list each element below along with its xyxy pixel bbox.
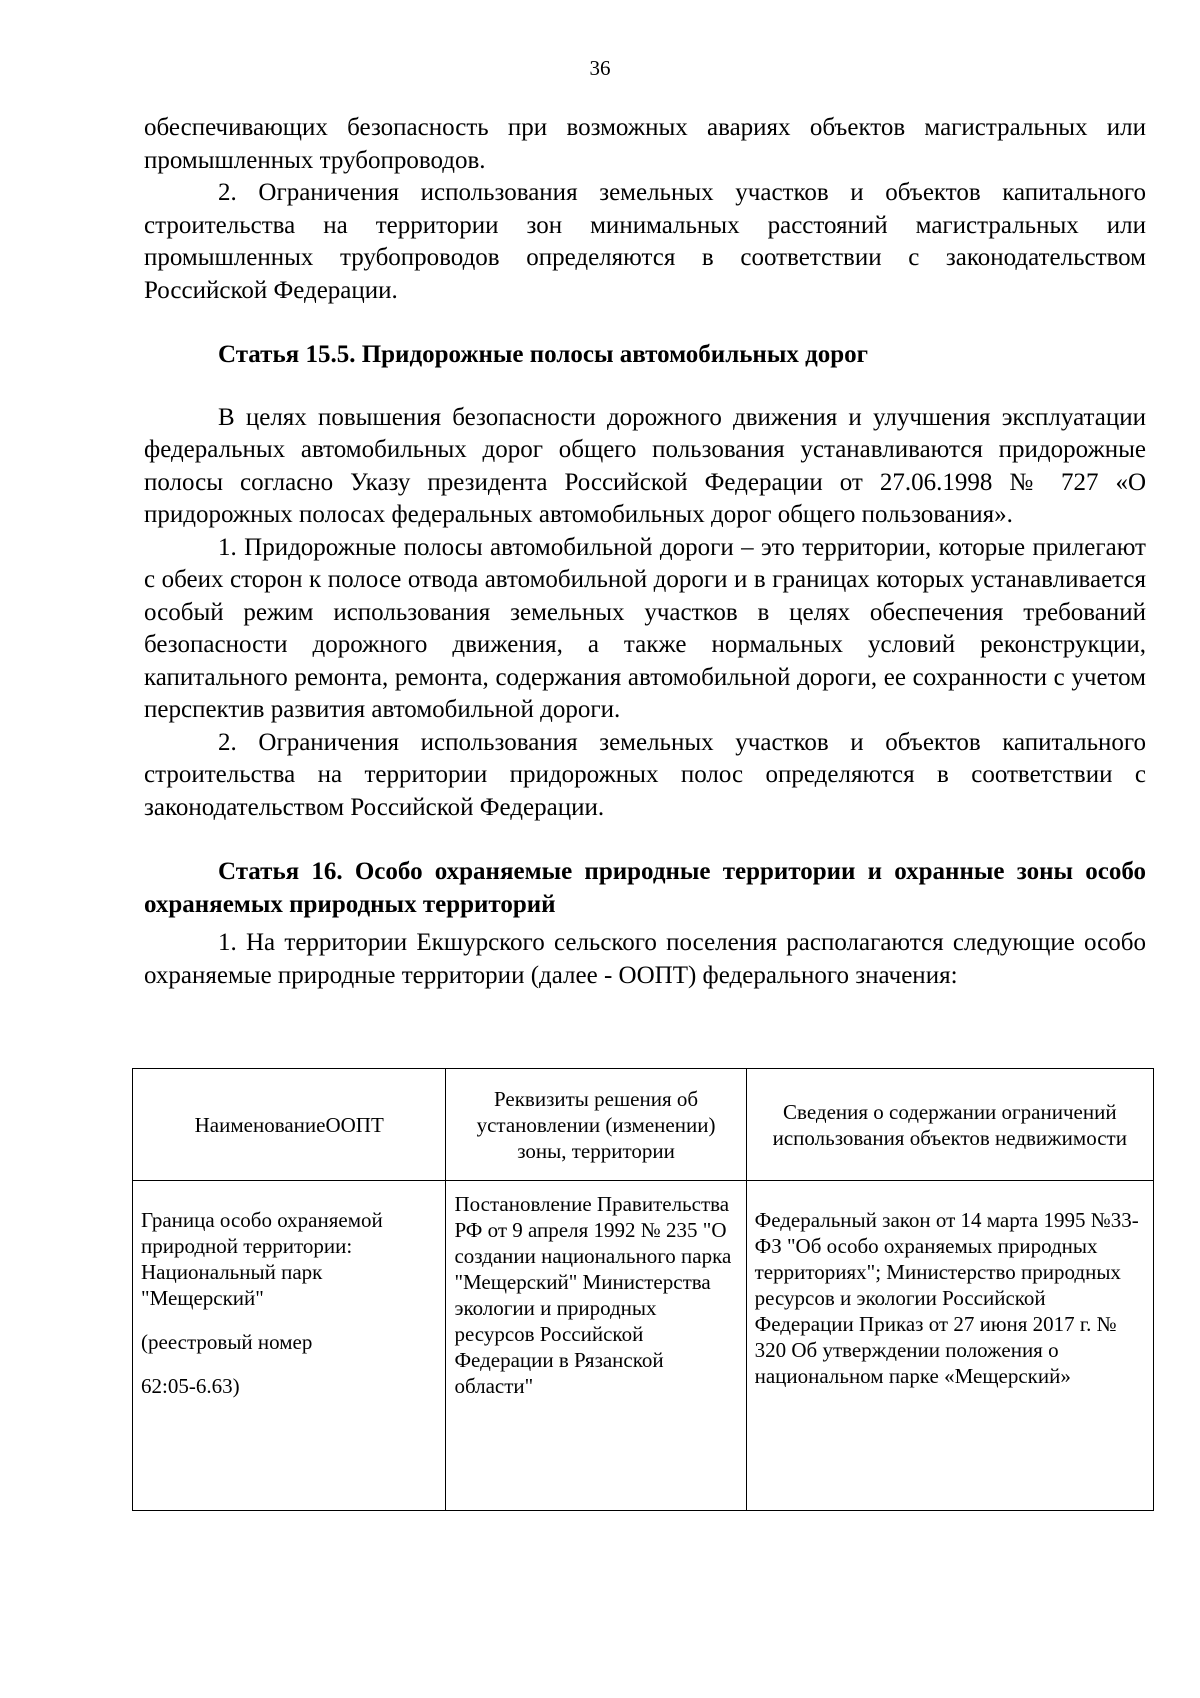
cell-decision: Постановление Правительства РФ от 9 апреля 1992 № 235 "О создании национального парка "Мещерский" Министерства экологии и природных ресурсов Российской Федерации в Рязанской области" <box>446 1181 746 1511</box>
paragraph: обеспечивающих безопасность при возможных авариях объектов магистральных или промышленных трубопроводов. <box>144 114 1146 174</box>
paragraph: 2. Ограничения использования земельных участков и объектов капитального строительства на территории придорожных полос определяются в соответствии с законодательством Российской Федерации. <box>144 728 1146 821</box>
article-heading-15-5: Статья 15.5. Придорожные полосы автомобильных дорог <box>218 341 869 368</box>
column-header-name: НаименованиеООПТ <box>133 1069 446 1181</box>
registry-number: 62:05-6.63) <box>141 1374 240 1398</box>
oopt-name-text: Граница особо охраняемой природной территории: Национальный парк "Мещерский" <box>141 1208 383 1310</box>
column-header-restrictions: Сведения о содержании ограничений использования объектов недвижимости <box>746 1069 1153 1181</box>
table-row <box>133 1181 1154 1511</box>
page-number: 36 <box>589 56 611 80</box>
cell-oopt-name <box>133 1181 446 1511</box>
document-body <box>144 112 1146 992</box>
article-heading-16: Статья 16. Особо охраняемые природные территории и охранные зоны особо охраняемых природных территорий <box>144 858 1146 918</box>
column-header-decision: Реквизиты решения об установлении (изменении) зоны, территории <box>446 1069 746 1181</box>
cell-restrictions: Федеральный закон от 14 марта 1995 №33-ФЗ "Об особо охраняемых природных территориях"; Министерство природных ресурсов и экологии Российской Федерации Приказ от 27 июня 2017 г. № 320 Об утверждении положения о национальном парке «Мещерский» <box>746 1181 1153 1511</box>
paragraph: 1. Придорожные полосы автомобильной дороги – это территории, которые прилегают с обеих сторон к полосе отвода автомобильной дороги и в границах которых устанавливается особый режим использования земельных участков в целях обеспечения требований безопасности дорожного движения, а также нормальных условий реконструкции, капитального ремонта, ремонта, содержания автомобильной дороги, ее сохранности с учетом перспектив развития автомобильной дороги. <box>144 533 1146 723</box>
oopt-table <box>132 1068 1154 1511</box>
table-header-row <box>133 1069 1154 1181</box>
registry-label: (реестровый номер <box>141 1330 313 1354</box>
paragraph: 1. На территории Екшурского сельского поселения располагаются следующие особо охраняемые природные территории (далее - ООПТ) федерального значения: <box>144 929 1146 989</box>
paragraph: В целях повышения безопасности дорожного движения и улучшения эксплуатации федеральных автомобильных дорог общего пользования устанавливаются придорожные полосы согласно Указу президента Российской Федерации от 27.06.1998 № 727 «О придорожных полосах федеральных автомобильных дорог общего пользования». <box>144 403 1146 528</box>
paragraph: 2. Ограничения использования земельных участков и объектов капитального строительства на территории зон минимальных расстояний магистральных или промышленных трубопроводов определяются в соответствии с законодательством Российской Федерации. <box>144 179 1146 304</box>
